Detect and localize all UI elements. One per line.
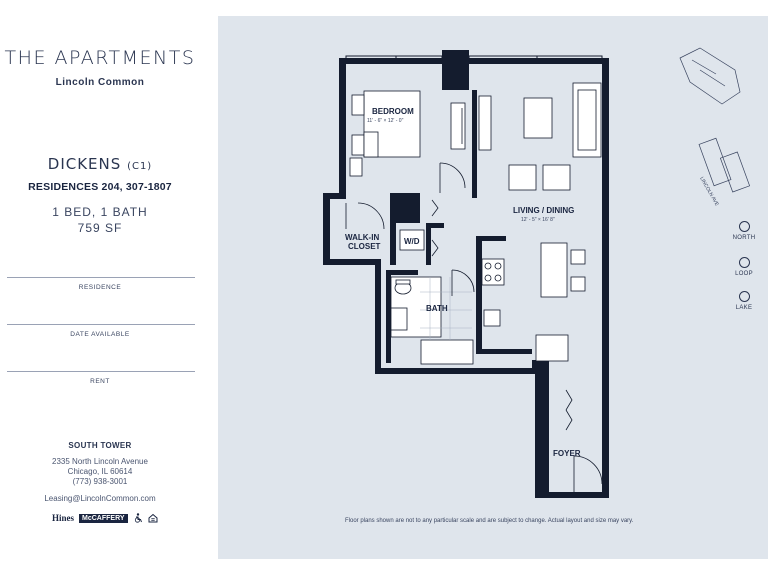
- disclaimer-text: Floor plans shown are not to any particular scale and are subject to change. Actual layout and size may vary.: [345, 518, 634, 524]
- brand-subtitle: Lincoln Common: [55, 77, 145, 88]
- residence-label: RESIDENCE: [78, 284, 122, 291]
- address-line1: 2335 North Lincoln Avenue: [52, 457, 148, 466]
- email-address: Leasing@LincolnCommon.com: [44, 494, 156, 503]
- lake-indicator: [724, 291, 764, 311]
- loop-icon: [739, 257, 750, 268]
- street-label: LINCOLN AVE: [698, 176, 720, 208]
- lake-label: LAKE: [735, 305, 753, 311]
- living-dining-label: LIVING / DINING: [513, 206, 575, 215]
- equal-housing-icon: [148, 513, 158, 523]
- phone-number: (773) 938-3001: [72, 477, 128, 486]
- residence-field-line: [7, 277, 195, 278]
- foyer-label: FOYER: [553, 449, 581, 458]
- partner-logos: [52, 513, 158, 523]
- windows: [346, 56, 602, 59]
- rent-field-line: [7, 371, 195, 372]
- north-indicator: [724, 221, 764, 241]
- closet-label-line1: WALK-IN: [345, 233, 380, 242]
- living-dining-dims: 12' - 5" × 16' 8": [521, 217, 555, 223]
- floor-plan-panel: [218, 16, 768, 559]
- info-sidebar: [0, 0, 218, 576]
- address-line2: Chicago, IL 60614: [67, 467, 133, 476]
- bedroom-label: BEDROOM: [372, 107, 414, 116]
- date-available-field-line: [7, 324, 195, 325]
- rent-label: RENT: [90, 378, 110, 385]
- square-feet: 759 SF: [77, 221, 123, 235]
- unit-code: (C1): [127, 161, 153, 172]
- residences-list: RESIDENCES 204, 307-1807: [28, 181, 172, 193]
- bed-bath: 1 BED, 1 BATH: [52, 205, 148, 219]
- closet-label-line2: CLOSET: [348, 242, 381, 251]
- north-label: NORTH: [732, 235, 756, 241]
- lake-icon: [739, 291, 750, 302]
- hines-logo: Hines: [52, 513, 75, 523]
- accessibility-icon: [133, 513, 143, 523]
- bedroom-furniture: [350, 91, 465, 176]
- bath-fixtures: [391, 230, 473, 364]
- bath-label: BATH: [426, 304, 448, 313]
- loop-label: LOOP: [735, 271, 753, 277]
- north-arrow-icon: [739, 221, 750, 232]
- washer-dryer-label: W/D: [404, 237, 420, 246]
- unit-name-text: DICKENS: [47, 155, 122, 173]
- bedroom-dims: 11' - 6" × 12' - 0": [367, 118, 404, 124]
- floor-plan-drawing: [218, 16, 768, 559]
- loop-indicator: [724, 257, 764, 277]
- mccaffery-logo: McCAFFERY: [79, 514, 128, 523]
- unit-name: [0, 155, 200, 173]
- date-available-label: DATE AVAILABLE: [70, 331, 130, 338]
- tower-name: SOUTH TOWER: [68, 441, 132, 450]
- site-key-plan: [680, 48, 750, 192]
- brand-title: THE APARTMENTS: [4, 47, 196, 69]
